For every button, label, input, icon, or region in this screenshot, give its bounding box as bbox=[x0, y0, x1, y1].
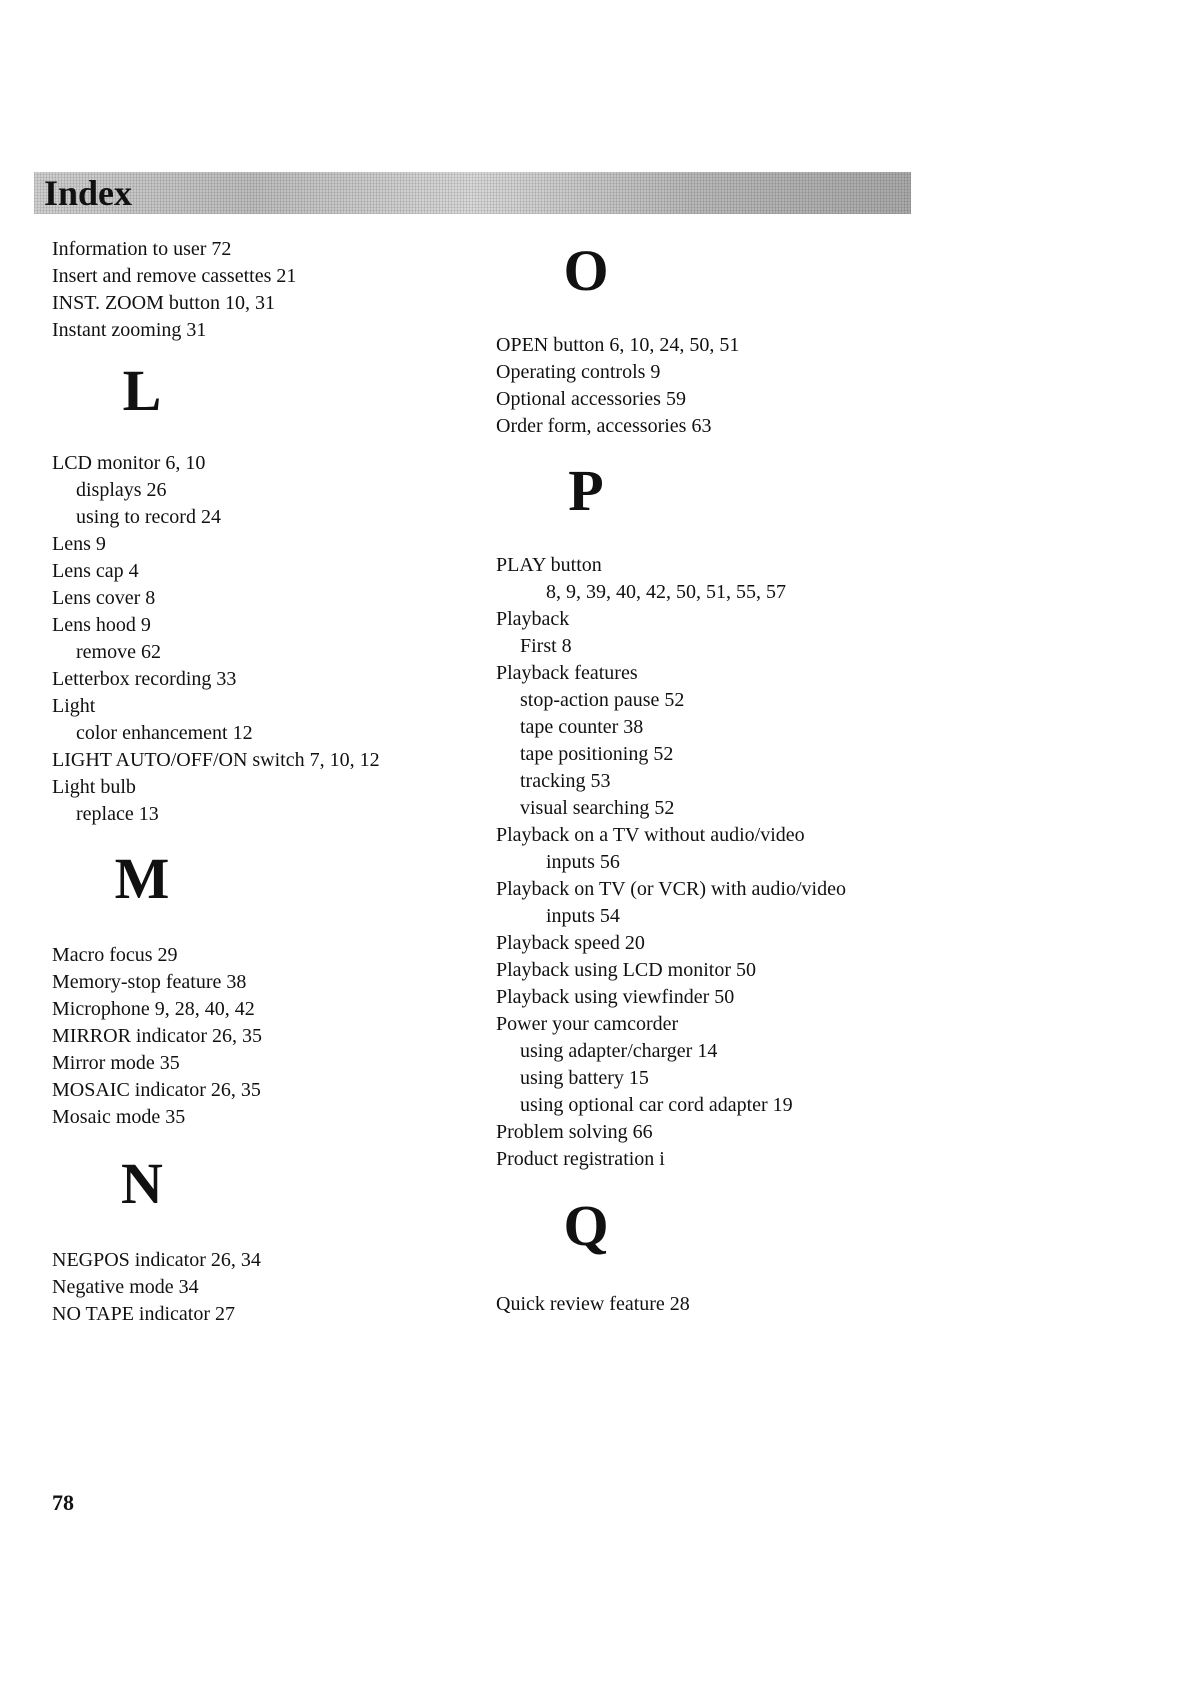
index-subentry: using adapter/charger 14 bbox=[520, 1040, 718, 1062]
index-subentry: tracking 53 bbox=[520, 770, 611, 792]
section-letter-m: M bbox=[114, 846, 170, 911]
index-entry: LIGHT AUTO/OFF/ON switch 7, 10, 12 bbox=[52, 749, 380, 771]
index-entry: Optional accessories 59 bbox=[496, 388, 686, 410]
section-letter-p: P bbox=[568, 458, 604, 523]
section-letter-n: N bbox=[121, 1151, 163, 1216]
index-entry: Letterbox recording 33 bbox=[52, 668, 237, 690]
index-entry: Memory-stop feature 38 bbox=[52, 971, 247, 993]
index-entry: Order form, accessories 63 bbox=[496, 415, 712, 437]
section-letter-q: Q bbox=[563, 1193, 609, 1258]
index-subentry: stop-action pause 52 bbox=[520, 689, 685, 711]
index-subentry: displays 26 bbox=[76, 479, 167, 501]
index-entry: Lens hood 9 bbox=[52, 614, 151, 636]
index-entry: MIRROR indicator 26, 35 bbox=[52, 1025, 262, 1047]
index-entry: Negative mode 34 bbox=[52, 1276, 199, 1298]
index-subentry: color enhancement 12 bbox=[76, 722, 253, 744]
index-subentry: replace 13 bbox=[76, 803, 159, 825]
index-entry: NEGPOS indicator 26, 34 bbox=[52, 1249, 261, 1271]
index-entry: Operating controls 9 bbox=[496, 361, 661, 383]
index-subentry: remove 62 bbox=[76, 641, 161, 663]
index-entry: Light bulb bbox=[52, 776, 136, 798]
index-subentry: using optional car cord adapter 19 bbox=[520, 1094, 793, 1116]
index-continuation: inputs 54 bbox=[546, 905, 620, 927]
index-entry: Playback bbox=[496, 608, 570, 630]
index-subentry: tape positioning 52 bbox=[520, 743, 674, 765]
index-entry: Light bbox=[52, 695, 96, 717]
index-column-left bbox=[52, 236, 472, 1328]
index-entry: Quick review feature 28 bbox=[496, 1293, 690, 1315]
page-number: 78 bbox=[52, 1490, 74, 1515]
index-entry: Insert and remove cassettes 21 bbox=[52, 265, 297, 287]
index-entry: Playback features bbox=[496, 662, 638, 684]
index-entry: Playback speed 20 bbox=[496, 932, 645, 954]
index-subentry: visual searching 52 bbox=[520, 797, 675, 819]
index-continuation: inputs 56 bbox=[546, 851, 620, 873]
index-entry: OPEN button 6, 10, 24, 50, 51 bbox=[496, 334, 740, 356]
index-entry: Product registration i bbox=[496, 1148, 665, 1170]
index-entry: Lens cap 4 bbox=[52, 560, 139, 582]
index-entry: LCD monitor 6, 10 bbox=[52, 452, 206, 474]
index-entry: PLAY button bbox=[496, 554, 602, 576]
index-continuation: 8, 9, 39, 40, 42, 50, 51, 55, 57 bbox=[546, 581, 786, 603]
index-entry: Mosaic mode 35 bbox=[52, 1106, 186, 1128]
section-letter-l: L bbox=[122, 358, 162, 423]
index-entry: INST. ZOOM button 10, 31 bbox=[52, 292, 275, 314]
index-header-banner bbox=[34, 172, 911, 214]
index-entry: NO TAPE indicator 27 bbox=[52, 1303, 236, 1325]
index-entry: Playback on a TV without audio/video bbox=[496, 824, 805, 846]
index-entry: Problem solving 66 bbox=[496, 1121, 653, 1143]
index-entry: Lens cover 8 bbox=[52, 587, 156, 609]
index-entry: Instant zooming 31 bbox=[52, 319, 207, 341]
index-subentry: First 8 bbox=[520, 635, 572, 657]
index-entry: MOSAIC indicator 26, 35 bbox=[52, 1079, 261, 1101]
index-entry: Information to user 72 bbox=[52, 238, 232, 260]
index-subentry: using battery 15 bbox=[520, 1067, 649, 1089]
index-entry: Lens 9 bbox=[52, 533, 106, 555]
index-entry: Microphone 9, 28, 40, 42 bbox=[52, 998, 255, 1020]
index-entry: Macro focus 29 bbox=[52, 944, 178, 966]
index-entry: Power your camcorder bbox=[496, 1013, 679, 1035]
index-subentry: tape counter 38 bbox=[520, 716, 644, 738]
page-title: Index bbox=[44, 173, 133, 213]
index-subentry: using to record 24 bbox=[76, 506, 221, 528]
index-entry: Mirror mode 35 bbox=[52, 1052, 180, 1074]
index-entry: Playback using LCD monitor 50 bbox=[496, 959, 756, 981]
index-column-right bbox=[496, 236, 916, 1318]
index-entry: Playback on TV (or VCR) with audio/video bbox=[496, 878, 846, 900]
index-entry: Playback using viewfinder 50 bbox=[496, 986, 735, 1008]
section-letter-o: O bbox=[563, 238, 609, 303]
